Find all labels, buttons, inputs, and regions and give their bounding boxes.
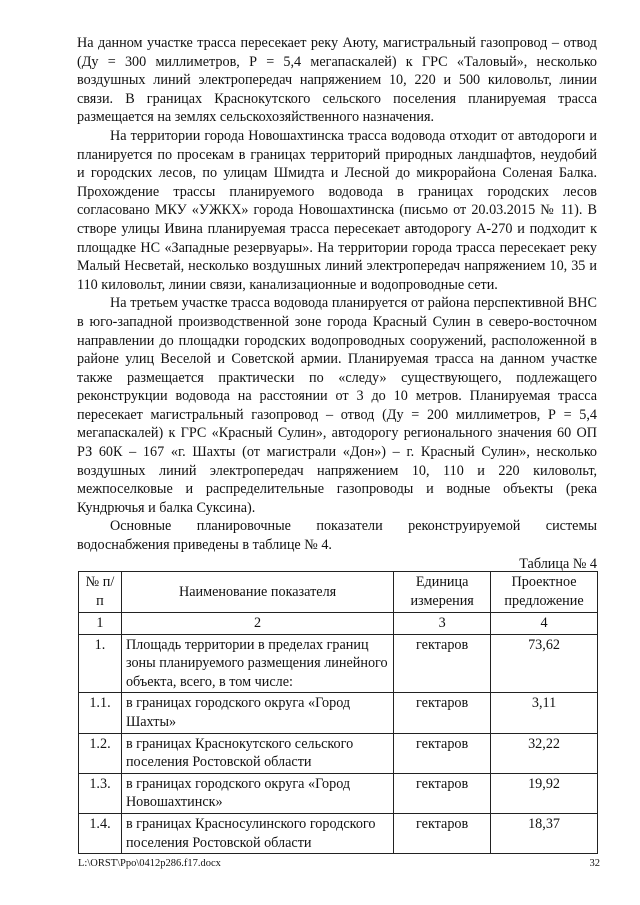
index-cell: 1 (79, 613, 122, 635)
table-index-row (79, 613, 598, 635)
row-unit: гектаров (394, 813, 491, 853)
index-cell: 3 (394, 613, 491, 635)
table-header-row (79, 572, 598, 613)
paragraph-3: На третьем участке трасса водовода планируется от района перспективной ВНС в юго-западной производственной зоне города Красный Сулин в северо-восточном направлении до площадки городских водопроводных сооружений, расположенной в районе улиц Веселой и Советской армии. Планируемая трасса на данном участке также размещается практически по «следу» существующего, подлежащего реконструкции водовода на расстоянии от 3 до 10 метров. Планируемая трасса пересекает магистральный газопровод – отвод (Ду = 200 миллиметров, Р = 5,4 мегапаскалей) к ГРС «Красный Сулин», автодорогу регионального значения 60 ОП РЗ 60К – 167 «г. Шахты (от магистрали «Дон») – г. Красный Сулин», несколько воздушных линий электропередач напряжением 10, 110 и 220 киловольт, межпоселковые и распределительные газопроводы и водные объекты (река Кундрючья и балка Суксина). (77, 295, 597, 516)
header-unit: Единица измерения (394, 572, 491, 613)
row-number: 1.1. (79, 693, 122, 733)
header-number: № п/п (79, 572, 122, 613)
footer-page-number: 32 (589, 858, 600, 869)
row-value: 32,22 (491, 733, 598, 773)
row-unit: гектаров (394, 693, 491, 733)
row-number: 1. (79, 634, 122, 693)
row-value: 18,37 (491, 813, 598, 853)
row-value: 73,62 (491, 634, 598, 693)
table-row (79, 813, 598, 853)
header-proposal: Проектное предложение (491, 572, 598, 613)
body-text (77, 34, 597, 573)
table-row (79, 634, 598, 693)
index-cell: 4 (491, 613, 598, 635)
row-value: 19,92 (491, 773, 598, 813)
row-name: Площадь территории в пределах границ зоны планируемого размещения линейного объекта, всего, в том числе: (121, 634, 393, 693)
footer-file-path: L:\ORST\Ppo\0412p286.f17.docx (78, 858, 221, 869)
header-indicator-name: Наименование показателя (121, 572, 393, 613)
row-unit: гектаров (394, 634, 491, 693)
table-row (79, 773, 598, 813)
paragraph-2: На территории города Новошахтинска трасса водовода отходит от автодороги и планируется по просекам в границах территорий природных ландшафтов, неудобий и городских лесов, по улицам Шмидта и Лесной до микрорайона Соленая Балка. Прохождение трассы планируемого водовода в границах городских лесов согласовано МКУ «УЖКХ» города Новошахтинска (письмо от 20.03.2015 № 11). В створе улицы Ивина планируемая трасса пересекает автодорогу А-270 и подходит к площадке НС «Западные резервуары». На территории города трасса пересекает реку Малый Несветай, несколько воздушных линий электропередач напряжением 10, 35 и 110 киловольт, линии связи, канализационные и водопроводные сети. (77, 127, 597, 293)
row-value: 3,11 (491, 693, 598, 733)
row-name: в границах Краснокутского сельского поселения Ростовской области (121, 733, 393, 773)
indicators-table (78, 571, 598, 854)
row-number: 1.3. (79, 773, 122, 813)
index-cell: 2 (121, 613, 393, 635)
table-row (79, 693, 598, 733)
row-name: в границах городского округа «Город Новошахтинск» (121, 773, 393, 813)
row-unit: гектаров (394, 773, 491, 813)
row-number: 1.2. (79, 733, 122, 773)
table-row (79, 733, 598, 773)
paragraph-4: Основные планировочные показатели реконструируемой системы водоснабжения приведены в таблице № 4. (77, 518, 597, 554)
row-number: 1.4. (79, 813, 122, 853)
row-name: в границах Красносулинского городского поселения Ростовской области (121, 813, 393, 853)
row-name: в границах городского округа «Город Шахты» (121, 693, 393, 733)
paragraph-1: На данном участке трасса пересекает реку Аюту, магистральный газопровод – отвод (Ду = 300 миллиметров, Р = 5,4 мегапаскалей) к ГРС «Таловый», несколько воздушных линий электропередач напряжением 10, 220 и 500 киловольт, линии связи. В границах Краснокутского сельского поселения планируемая трасса размещается на землях сельскохозяйственного назначения. (77, 35, 597, 126)
row-unit: гектаров (394, 733, 491, 773)
table-caption: Таблица № 4 (519, 555, 597, 572)
